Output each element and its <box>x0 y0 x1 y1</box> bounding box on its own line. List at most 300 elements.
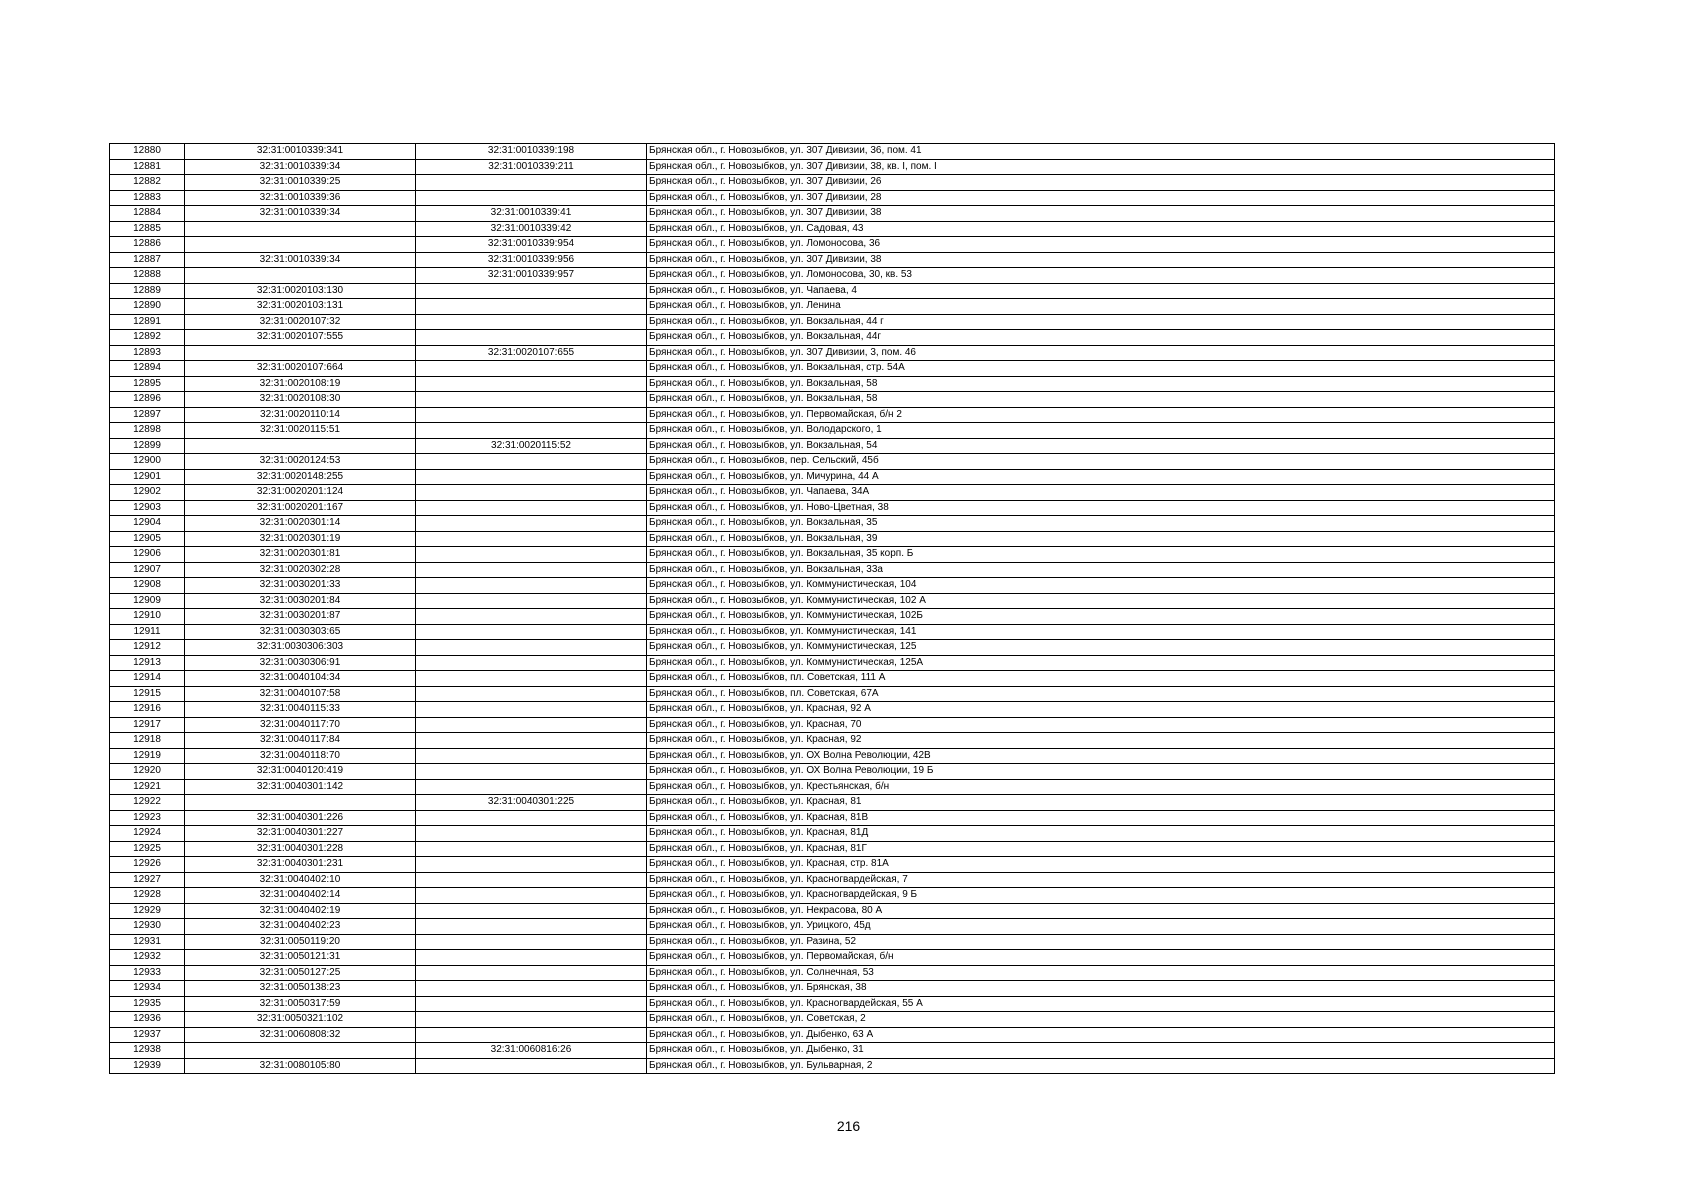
cadastral-number-cell: 32:31:0020107:664 <box>185 361 416 377</box>
row-number-cell: 12922 <box>110 795 185 811</box>
cadastral-number-cell: 32:31:0040402:10 <box>185 872 416 888</box>
row-number-cell: 12936 <box>110 1012 185 1028</box>
cadastral-number-cell: 32:31:0040301:226 <box>185 810 416 826</box>
related-cadastral-number-cell <box>416 764 647 780</box>
table-row <box>110 888 1555 904</box>
cadastral-number-cell: 32:31:0040301:227 <box>185 826 416 842</box>
row-number-cell: 12883 <box>110 190 185 206</box>
table-row <box>110 702 1555 718</box>
row-number-cell: 12937 <box>110 1027 185 1043</box>
cadastral-number-cell <box>185 438 416 454</box>
table-row <box>110 857 1555 873</box>
row-number-cell: 12919 <box>110 748 185 764</box>
cadastral-number-cell: 32:31:0040107:58 <box>185 686 416 702</box>
row-number-cell: 12882 <box>110 175 185 191</box>
related-cadastral-number-cell <box>416 485 647 501</box>
related-cadastral-number-cell <box>416 702 647 718</box>
table-row <box>110 733 1555 749</box>
row-number-cell: 12902 <box>110 485 185 501</box>
address-cell: Брянская обл., г. Новозыбков, ул. Некрасова, 80 А <box>647 903 1555 919</box>
related-cadastral-number-cell: 32:31:0040301:225 <box>416 795 647 811</box>
table-row <box>110 144 1555 160</box>
address-cell: Брянская обл., г. Новозыбков, ул. 307 Дивизии, 3, пом. 46 <box>647 345 1555 361</box>
related-cadastral-number-cell <box>416 919 647 935</box>
row-number-cell: 12916 <box>110 702 185 718</box>
table-row <box>110 748 1555 764</box>
cadastral-number-cell <box>185 237 416 253</box>
cadastral-number-cell: 32:31:0040402:14 <box>185 888 416 904</box>
row-number-cell: 12909 <box>110 593 185 609</box>
address-cell: Брянская обл., г. Новозыбков, ул. Садовая, 43 <box>647 221 1555 237</box>
address-cell: Брянская обл., г. Новозыбков, пер. Сельский, 45б <box>647 454 1555 470</box>
row-number-cell: 12891 <box>110 314 185 330</box>
address-cell: Брянская обл., г. Новозыбков, ул. Ново-Цветная, 38 <box>647 500 1555 516</box>
row-number-cell: 12924 <box>110 826 185 842</box>
related-cadastral-number-cell <box>416 190 647 206</box>
page-number: 216 <box>836 1118 861 1134</box>
table-row <box>110 438 1555 454</box>
cadastral-number-cell: 32:31:0020302:28 <box>185 562 416 578</box>
related-cadastral-number-cell <box>416 686 647 702</box>
cadastral-number-cell <box>185 221 416 237</box>
related-cadastral-number-cell <box>416 547 647 563</box>
row-number-cell: 12931 <box>110 934 185 950</box>
related-cadastral-number-cell <box>416 609 647 625</box>
table-row <box>110 640 1555 656</box>
table-row <box>110 221 1555 237</box>
address-cell: Брянская обл., г. Новозыбков, ул. Коммунистическая, 102 А <box>647 593 1555 609</box>
related-cadastral-number-cell <box>416 640 647 656</box>
related-cadastral-number-cell <box>416 392 647 408</box>
row-number-cell: 12889 <box>110 283 185 299</box>
cadastral-number-cell: 32:31:0020115:51 <box>185 423 416 439</box>
row-number-cell: 12917 <box>110 717 185 733</box>
row-number-cell: 12901 <box>110 469 185 485</box>
cadastral-number-cell: 32:31:0020301:81 <box>185 547 416 563</box>
related-cadastral-number-cell: 32:31:0010339:957 <box>416 268 647 284</box>
address-cell: Брянская обл., г. Новозыбков, пл. Советская, 111 А <box>647 671 1555 687</box>
cadastral-number-cell: 32:31:0020201:167 <box>185 500 416 516</box>
related-cadastral-number-cell <box>416 996 647 1012</box>
cadastral-number-cell: 32:31:0020124:53 <box>185 454 416 470</box>
table-row <box>110 903 1555 919</box>
row-number-cell: 12904 <box>110 516 185 532</box>
cadastral-number-cell: 32:31:0020107:555 <box>185 330 416 346</box>
cadastral-number-cell: 32:31:0050127:25 <box>185 965 416 981</box>
related-cadastral-number-cell <box>416 934 647 950</box>
address-cell: Брянская обл., г. Новозыбков, ул. Ломоносова, 36 <box>647 237 1555 253</box>
cadastral-number-cell: 32:31:0030201:87 <box>185 609 416 625</box>
related-cadastral-number-cell <box>416 531 647 547</box>
address-cell: Брянская обл., г. Новозыбков, ул. Красная, 81Г <box>647 841 1555 857</box>
related-cadastral-number-cell <box>416 562 647 578</box>
cadastral-number-cell: 32:31:0010339:34 <box>185 206 416 222</box>
address-cell: Брянская обл., г. Новозыбков, ул. Вокзальная, 35 корп. Б <box>647 547 1555 563</box>
related-cadastral-number-cell: 32:31:0010339:956 <box>416 252 647 268</box>
cadastral-number-cell: 32:31:0020108:30 <box>185 392 416 408</box>
address-cell: Брянская обл., г. Новозыбков, ул. Дыбенко, 31 <box>647 1043 1555 1059</box>
address-cell: Брянская обл., г. Новозыбков, ул. 307 Дивизии, 36, пом. 41 <box>647 144 1555 160</box>
table-row <box>110 407 1555 423</box>
table-row <box>110 175 1555 191</box>
table-row <box>110 671 1555 687</box>
address-cell: Брянская обл., г. Новозыбков, ул. 307 Дивизии, 28 <box>647 190 1555 206</box>
related-cadastral-number-cell: 32:31:0010339:42 <box>416 221 647 237</box>
address-cell: Брянская обл., г. Новозыбков, ул. Солнечная, 53 <box>647 965 1555 981</box>
table-row <box>110 190 1555 206</box>
row-number-cell: 12892 <box>110 330 185 346</box>
related-cadastral-number-cell: 32:31:0010339:198 <box>416 144 647 160</box>
table-row <box>110 609 1555 625</box>
row-number-cell: 12927 <box>110 872 185 888</box>
address-cell: Брянская обл., г. Новозыбков, ул. Красная, 81В <box>647 810 1555 826</box>
address-cell: Брянская обл., г. Новозыбков, ул. Коммунистическая, 125 <box>647 640 1555 656</box>
cadastral-number-cell: 32:31:0010339:341 <box>185 144 416 160</box>
cadastral-number-cell: 32:31:0030303:65 <box>185 624 416 640</box>
cadastral-number-cell: 32:31:0040301:142 <box>185 779 416 795</box>
row-number-cell: 12934 <box>110 981 185 997</box>
table-row <box>110 795 1555 811</box>
table-row <box>110 485 1555 501</box>
row-number-cell: 12920 <box>110 764 185 780</box>
related-cadastral-number-cell <box>416 748 647 764</box>
table-row <box>110 299 1555 315</box>
related-cadastral-number-cell <box>416 779 647 795</box>
address-cell: Брянская обл., г. Новозыбков, ул. Вокзальная, 39 <box>647 531 1555 547</box>
address-cell: Брянская обл., г. Новозыбков, ул. Ленина <box>647 299 1555 315</box>
row-number-cell: 12918 <box>110 733 185 749</box>
related-cadastral-number-cell <box>416 500 647 516</box>
cadastral-number-cell: 32:31:0010339:36 <box>185 190 416 206</box>
cadastral-number-cell: 32:31:0030306:303 <box>185 640 416 656</box>
table-row <box>110 996 1555 1012</box>
related-cadastral-number-cell <box>416 624 647 640</box>
related-cadastral-number-cell <box>416 578 647 594</box>
table-row <box>110 423 1555 439</box>
table-row <box>110 655 1555 671</box>
cadastral-number-cell: 32:31:0040104:34 <box>185 671 416 687</box>
address-cell: Брянская обл., г. Новозыбков, ул. Советская, 2 <box>647 1012 1555 1028</box>
related-cadastral-number-cell <box>416 1027 647 1043</box>
row-number-cell: 12886 <box>110 237 185 253</box>
related-cadastral-number-cell <box>416 903 647 919</box>
address-cell: Брянская обл., г. Новозыбков, ул. Красная, 92 А <box>647 702 1555 718</box>
table-row <box>110 268 1555 284</box>
table-row <box>110 237 1555 253</box>
row-number-cell: 12897 <box>110 407 185 423</box>
row-number-cell: 12914 <box>110 671 185 687</box>
related-cadastral-number-cell <box>416 469 647 485</box>
table-row <box>110 547 1555 563</box>
cadastral-number-cell: 32:31:0010339:25 <box>185 175 416 191</box>
cadastral-number-cell: 32:31:0010339:34 <box>185 252 416 268</box>
related-cadastral-number-cell <box>416 407 647 423</box>
cadastral-number-cell: 32:31:0020301:14 <box>185 516 416 532</box>
cadastral-number-cell <box>185 1043 416 1059</box>
row-number-cell: 12928 <box>110 888 185 904</box>
related-cadastral-number-cell <box>416 655 647 671</box>
address-cell: Брянская обл., г. Новозыбков, ул. Коммунистическая, 102Б <box>647 609 1555 625</box>
address-cell: Брянская обл., г. Новозыбков, ул. Вокзальная, 58 <box>647 392 1555 408</box>
related-cadastral-number-cell <box>416 330 647 346</box>
cadastral-number-cell <box>185 268 416 284</box>
related-cadastral-number-cell <box>416 872 647 888</box>
cadastral-number-cell: 32:31:0040117:84 <box>185 733 416 749</box>
row-number-cell: 12900 <box>110 454 185 470</box>
related-cadastral-number-cell <box>416 950 647 966</box>
cadastral-number-cell: 32:31:0060808:32 <box>185 1027 416 1043</box>
cadastral-number-cell: 32:31:0040402:23 <box>185 919 416 935</box>
related-cadastral-number-cell: 32:31:0010339:211 <box>416 159 647 175</box>
related-cadastral-number-cell <box>416 376 647 392</box>
table-row <box>110 686 1555 702</box>
address-cell: Брянская обл., г. Новозыбков, ул. Урицкого, 45д <box>647 919 1555 935</box>
address-cell: Брянская обл., г. Новозыбков, ул. Красногвардейская, 55 А <box>647 996 1555 1012</box>
row-number-cell: 12932 <box>110 950 185 966</box>
row-number-cell: 12899 <box>110 438 185 454</box>
row-number-cell: 12906 <box>110 547 185 563</box>
row-number-cell: 12929 <box>110 903 185 919</box>
table-row <box>110 1043 1555 1059</box>
related-cadastral-number-cell <box>416 299 647 315</box>
related-cadastral-number-cell <box>416 283 647 299</box>
table-row <box>110 779 1555 795</box>
related-cadastral-number-cell <box>416 1058 647 1074</box>
related-cadastral-number-cell <box>416 888 647 904</box>
row-number-cell: 12915 <box>110 686 185 702</box>
cadastral-number-cell: 32:31:0020110:14 <box>185 407 416 423</box>
row-number-cell: 12913 <box>110 655 185 671</box>
table-row <box>110 872 1555 888</box>
cadastral-number-cell: 32:31:0050121:31 <box>185 950 416 966</box>
table-row <box>110 469 1555 485</box>
address-cell: Брянская обл., г. Новозыбков, ул. Мичурина, 44 А <box>647 469 1555 485</box>
row-number-cell: 12930 <box>110 919 185 935</box>
related-cadastral-number-cell <box>416 175 647 191</box>
address-cell: Брянская обл., г. Новозыбков, ул. Ломоносова, 30, кв. 53 <box>647 268 1555 284</box>
address-cell: Брянская обл., г. Новозыбков, ул. Красная, 70 <box>647 717 1555 733</box>
row-number-cell: 12905 <box>110 531 185 547</box>
row-number-cell: 12938 <box>110 1043 185 1059</box>
row-number-cell: 12926 <box>110 857 185 873</box>
cadastral-number-cell <box>185 345 416 361</box>
row-number-cell: 12887 <box>110 252 185 268</box>
table-row <box>110 330 1555 346</box>
cadastral-number-cell: 32:31:0020108:19 <box>185 376 416 392</box>
cadastral-number-cell: 32:31:0020148:255 <box>185 469 416 485</box>
table-row <box>110 562 1555 578</box>
related-cadastral-number-cell <box>416 841 647 857</box>
address-cell: Брянская обл., г. Новозыбков, ул. Вокзальная, 58 <box>647 376 1555 392</box>
table-row <box>110 500 1555 516</box>
table-row <box>110 717 1555 733</box>
row-number-cell: 12939 <box>110 1058 185 1074</box>
row-number-cell: 12895 <box>110 376 185 392</box>
address-cell: Брянская обл., г. Новозыбков, ул. Красногвардейская, 7 <box>647 872 1555 888</box>
address-cell: Брянская обл., г. Новозыбков, ул. Коммунистическая, 125А <box>647 655 1555 671</box>
row-number-cell: 12921 <box>110 779 185 795</box>
table-row <box>110 810 1555 826</box>
table-row <box>110 1027 1555 1043</box>
address-cell: Брянская обл., г. Новозыбков, ул. Вокзальная, 54 <box>647 438 1555 454</box>
row-number-cell: 12903 <box>110 500 185 516</box>
cadastral-number-cell: 32:31:0050321:102 <box>185 1012 416 1028</box>
address-cell: Брянская обл., г. Новозыбков, ул. Красная, 92 <box>647 733 1555 749</box>
cadastral-number-cell: 32:31:0050138:23 <box>185 981 416 997</box>
row-number-cell: 12898 <box>110 423 185 439</box>
address-cell: Брянская обл., г. Новозыбков, ул. Красная, 81Д <box>647 826 1555 842</box>
table-row <box>110 919 1555 935</box>
related-cadastral-number-cell <box>416 593 647 609</box>
table-row <box>110 841 1555 857</box>
table-row <box>110 593 1555 609</box>
row-number-cell: 12893 <box>110 345 185 361</box>
related-cadastral-number-cell <box>416 454 647 470</box>
related-cadastral-number-cell <box>416 671 647 687</box>
cadastral-number-cell <box>185 795 416 811</box>
related-cadastral-number-cell <box>416 314 647 330</box>
cadastral-number-cell: 32:31:0050119:20 <box>185 934 416 950</box>
related-cadastral-number-cell: 32:31:0010339:41 <box>416 206 647 222</box>
address-cell: Брянская обл., г. Новозыбков, ул. Чапаева, 34А <box>647 485 1555 501</box>
cadastral-table-body <box>110 144 1555 1074</box>
cadastral-number-cell: 32:31:0040402:19 <box>185 903 416 919</box>
table-row <box>110 345 1555 361</box>
address-cell: Брянская обл., г. Новозыбков, ул. 307 Дивизии, 38 <box>647 252 1555 268</box>
address-cell: Брянская обл., г. Новозыбков, ул. Разина, 52 <box>647 934 1555 950</box>
related-cadastral-number-cell: 32:31:0020107:655 <box>416 345 647 361</box>
address-cell: Брянская обл., г. Новозыбков, ул. Брянская, 38 <box>647 981 1555 997</box>
table-row <box>110 624 1555 640</box>
table-row <box>110 206 1555 222</box>
row-number-cell: 12894 <box>110 361 185 377</box>
row-number-cell: 12896 <box>110 392 185 408</box>
cadastral-number-cell: 32:31:0030306:91 <box>185 655 416 671</box>
table-row <box>110 361 1555 377</box>
related-cadastral-number-cell <box>416 857 647 873</box>
related-cadastral-number-cell <box>416 1012 647 1028</box>
address-cell: Брянская обл., г. Новозыбков, ул. 307 Дивизии, 26 <box>647 175 1555 191</box>
table-row <box>110 516 1555 532</box>
related-cadastral-number-cell <box>416 981 647 997</box>
cadastral-number-cell: 32:31:0040115:33 <box>185 702 416 718</box>
related-cadastral-number-cell: 32:31:0020115:52 <box>416 438 647 454</box>
address-cell: Брянская обл., г. Новозыбков, ул. Дыбенко, 63 А <box>647 1027 1555 1043</box>
table-row <box>110 1012 1555 1028</box>
address-cell: Брянская обл., г. Новозыбков, ул. Коммунистическая, 104 <box>647 578 1555 594</box>
related-cadastral-number-cell <box>416 717 647 733</box>
related-cadastral-number-cell: 32:31:0060816:26 <box>416 1043 647 1059</box>
related-cadastral-number-cell <box>416 361 647 377</box>
table-row <box>110 531 1555 547</box>
cadastral-number-cell: 32:31:0040117:70 <box>185 717 416 733</box>
cadastral-number-cell: 32:31:0020201:124 <box>185 485 416 501</box>
cadastral-number-cell: 32:31:0050317:59 <box>185 996 416 1012</box>
table-row <box>110 578 1555 594</box>
table-row <box>110 454 1555 470</box>
row-number-cell: 12923 <box>110 810 185 826</box>
address-cell: Брянская обл., г. Новозыбков, ул. Первомайская, б/н 2 <box>647 407 1555 423</box>
related-cadastral-number-cell <box>416 810 647 826</box>
address-cell: Брянская обл., г. Новозыбков, ул. Вокзальная, 33а <box>647 562 1555 578</box>
address-cell: Брянская обл., г. Новозыбков, ул. 307 Дивизии, 38, кв. I, пом. I <box>647 159 1555 175</box>
table-row <box>110 376 1555 392</box>
related-cadastral-number-cell <box>416 965 647 981</box>
cadastral-number-cell: 32:31:0010339:34 <box>185 159 416 175</box>
row-number-cell: 12925 <box>110 841 185 857</box>
row-number-cell: 12888 <box>110 268 185 284</box>
row-number-cell: 12880 <box>110 144 185 160</box>
cadastral-number-cell: 32:31:0020107:32 <box>185 314 416 330</box>
related-cadastral-number-cell <box>416 423 647 439</box>
table-row <box>110 981 1555 997</box>
table-row <box>110 965 1555 981</box>
related-cadastral-number-cell <box>416 733 647 749</box>
address-cell: Брянская обл., г. Новозыбков, ул. ОХ Волна Революции, 42В <box>647 748 1555 764</box>
address-cell: Брянская обл., г. Новозыбков, ул. Крестьянская, б/н <box>647 779 1555 795</box>
table-row <box>110 159 1555 175</box>
address-cell: Брянская обл., г. Новозыбков, пл. Советская, 67А <box>647 686 1555 702</box>
related-cadastral-number-cell <box>416 516 647 532</box>
address-cell: Брянская обл., г. Новозыбков, ул. Бульварная, 2 <box>647 1058 1555 1074</box>
address-cell: Брянская обл., г. Новозыбков, ул. Вокзальная, стр. 54А <box>647 361 1555 377</box>
table-row <box>110 934 1555 950</box>
address-cell: Брянская обл., г. Новозыбков, ул. Вокзальная, 35 <box>647 516 1555 532</box>
row-number-cell: 12933 <box>110 965 185 981</box>
row-number-cell: 12911 <box>110 624 185 640</box>
cadastral-number-cell: 32:31:0020103:131 <box>185 299 416 315</box>
row-number-cell: 12885 <box>110 221 185 237</box>
cadastral-number-cell: 32:31:0040118:70 <box>185 748 416 764</box>
address-cell: Брянская обл., г. Новозыбков, ул. ОХ Волна Революции, 19 Б <box>647 764 1555 780</box>
related-cadastral-number-cell <box>416 826 647 842</box>
table-row <box>110 392 1555 408</box>
cadastral-number-cell: 32:31:0020301:19 <box>185 531 416 547</box>
address-cell: Брянская обл., г. Новозыбков, ул. Коммунистическая, 141 <box>647 624 1555 640</box>
address-cell: Брянская обл., г. Новозыбков, ул. Володарского, 1 <box>647 423 1555 439</box>
cadastral-number-cell: 32:31:0020103:130 <box>185 283 416 299</box>
cadastral-number-cell: 32:31:0030201:84 <box>185 593 416 609</box>
cadastral-number-cell: 32:31:0040301:228 <box>185 841 416 857</box>
table-row <box>110 252 1555 268</box>
related-cadastral-number-cell: 32:31:0010339:954 <box>416 237 647 253</box>
address-cell: Брянская обл., г. Новозыбков, ул. Вокзальная, 44 г <box>647 314 1555 330</box>
row-number-cell: 12910 <box>110 609 185 625</box>
row-number-cell: 12912 <box>110 640 185 656</box>
address-cell: Брянская обл., г. Новозыбков, ул. Красная, стр. 81А <box>647 857 1555 873</box>
cadastral-table <box>109 143 1555 1074</box>
row-number-cell: 12890 <box>110 299 185 315</box>
address-cell: Брянская обл., г. Новозыбков, ул. Вокзальная, 44г <box>647 330 1555 346</box>
address-cell: Брянская обл., г. Новозыбков, ул. Красная, 81 <box>647 795 1555 811</box>
address-cell: Брянская обл., г. Новозыбков, ул. Чапаева, 4 <box>647 283 1555 299</box>
row-number-cell: 12884 <box>110 206 185 222</box>
row-number-cell: 12908 <box>110 578 185 594</box>
table-row <box>110 314 1555 330</box>
table-row <box>110 950 1555 966</box>
row-number-cell: 12907 <box>110 562 185 578</box>
cadastral-number-cell: 32:31:0030201:33 <box>185 578 416 594</box>
row-number-cell: 12935 <box>110 996 185 1012</box>
table-row <box>110 826 1555 842</box>
cadastral-number-cell: 32:31:0040301:231 <box>185 857 416 873</box>
address-cell: Брянская обл., г. Новозыбков, ул. Первомайская, б/н <box>647 950 1555 966</box>
table-row <box>110 764 1555 780</box>
table-row <box>110 283 1555 299</box>
address-cell: Брянская обл., г. Новозыбков, ул. Красногвардейская, 9 Б <box>647 888 1555 904</box>
cadastral-number-cell: 32:31:0080105:80 <box>185 1058 416 1074</box>
address-cell: Брянская обл., г. Новозыбков, ул. 307 Дивизии, 38 <box>647 206 1555 222</box>
